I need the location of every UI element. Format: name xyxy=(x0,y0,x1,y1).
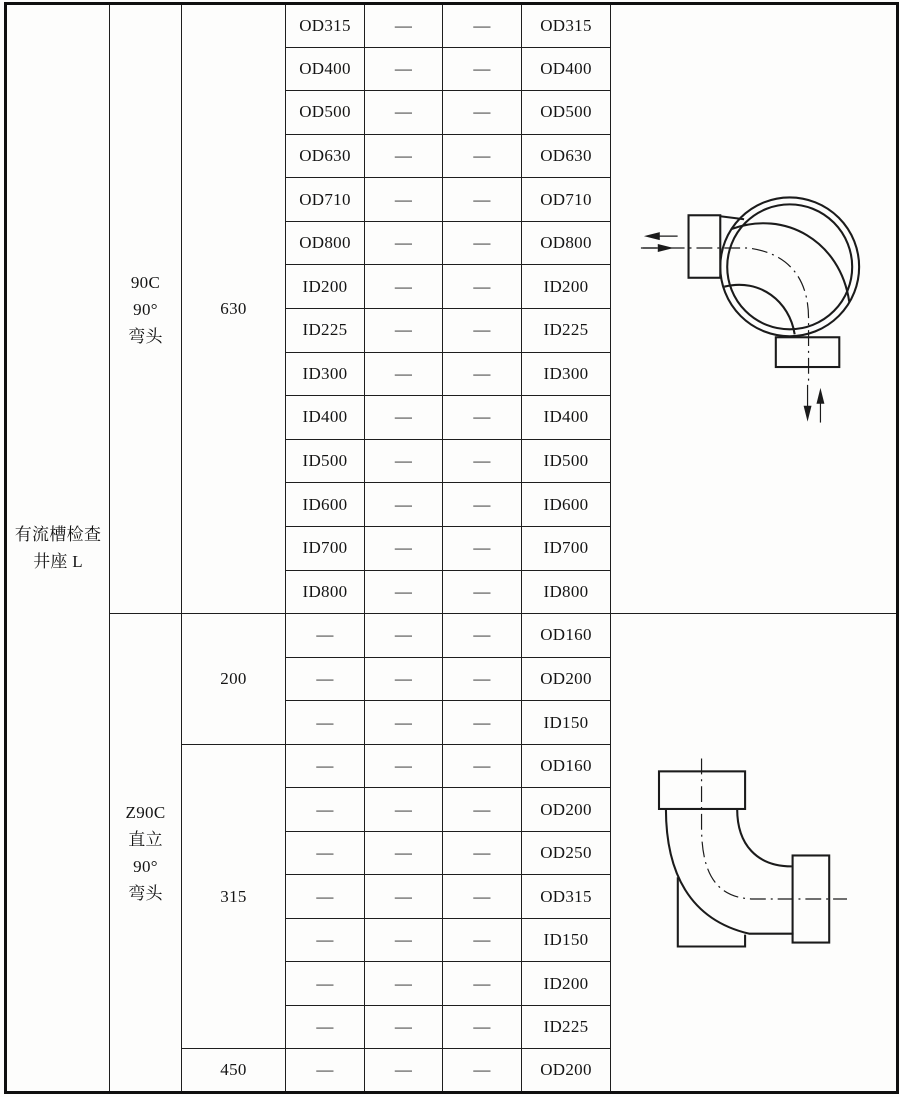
dash-cell: — xyxy=(365,352,443,396)
elbow-type-line: 90° xyxy=(133,856,158,876)
dash-cell: — xyxy=(443,1049,522,1093)
joint-size-cell: OD160 xyxy=(522,744,611,788)
dash-cell: — xyxy=(443,396,522,440)
table-row xyxy=(6,4,898,48)
joint-size-cell: OD400 xyxy=(522,47,611,91)
dash-cell: — xyxy=(443,875,522,919)
dash-cell: — xyxy=(365,91,443,135)
joint-size-cell: OD160 xyxy=(522,614,611,658)
dash-cell: — xyxy=(443,483,522,527)
joint-size-cell: ID150 xyxy=(522,701,611,745)
flow-in-arrow-head xyxy=(658,244,674,252)
elbow-type-line: 弯头 xyxy=(128,883,163,903)
dash-cell: — xyxy=(365,47,443,91)
dash-cell: — xyxy=(443,1005,522,1049)
dash-cell: — xyxy=(443,570,522,614)
well-seat-label-line: 井座 L xyxy=(33,552,83,571)
dash-cell: — xyxy=(286,875,365,919)
dash-cell: — xyxy=(365,657,443,701)
elbow-type-line: 直立 xyxy=(128,829,163,849)
joint-size-cell: OD200 xyxy=(522,788,611,832)
elbow-type-line: 弯头 xyxy=(128,326,163,346)
trunk-size-cell: 200 xyxy=(182,614,286,745)
dash-cell: — xyxy=(443,352,522,396)
elbow-type-line: 90C xyxy=(130,272,161,292)
dash-cell: — xyxy=(443,657,522,701)
joint-size-cell: ID300 xyxy=(522,352,611,396)
joint-size-cell: OD200 xyxy=(522,657,611,701)
main-size-cell: ID700 xyxy=(286,526,365,570)
joint-size-cell: ID150 xyxy=(522,918,611,962)
main-size-cell: ID800 xyxy=(286,570,365,614)
dash-cell: — xyxy=(365,918,443,962)
elbow-well-seat-top-view-drawing xyxy=(612,5,895,613)
dash-cell: — xyxy=(443,91,522,135)
main-size-cell: OD800 xyxy=(286,221,365,265)
joint-size-cell: ID200 xyxy=(522,265,611,309)
joint-size-cell: OD250 xyxy=(522,831,611,875)
flow-down-arrow-head xyxy=(804,406,812,422)
elbow-inner-contour xyxy=(737,809,791,866)
main-size-cell: ID225 xyxy=(286,309,365,353)
drawing-cell-top xyxy=(611,4,898,614)
dash-cell: — xyxy=(365,309,443,353)
dash-cell: — xyxy=(443,178,522,222)
main-size-cell: OD315 xyxy=(286,4,365,48)
joint-size-cell: ID700 xyxy=(522,526,611,570)
joint-size-cell: ID225 xyxy=(522,1005,611,1049)
joint-size-cell: OD200 xyxy=(522,1049,611,1093)
dash-cell: — xyxy=(286,1049,365,1093)
trunk-size-cell: 450 xyxy=(182,1049,286,1093)
dash-cell: — xyxy=(365,396,443,440)
joint-size-cell: OD500 xyxy=(522,91,611,135)
joint-size-cell: OD630 xyxy=(522,134,611,178)
dash-cell: — xyxy=(286,831,365,875)
dash-cell: — xyxy=(443,221,522,265)
dash-cell: — xyxy=(443,526,522,570)
elbow-type-line: Z90C xyxy=(125,802,166,822)
bottom-socket-rect xyxy=(776,337,839,367)
dash-cell: — xyxy=(365,570,443,614)
dash-cell: — xyxy=(443,962,522,1006)
dash-cell: — xyxy=(365,526,443,570)
dash-cell: — xyxy=(286,701,365,745)
dash-cell: — xyxy=(443,614,522,658)
dash-cell: — xyxy=(365,962,443,1006)
elbow-type-cell-z90c xyxy=(110,614,182,1093)
dash-cell: — xyxy=(365,483,443,527)
joint-size-cell: OD800 xyxy=(522,221,611,265)
dash-cell: — xyxy=(443,439,522,483)
main-size-cell: ID400 xyxy=(286,396,365,440)
dash-cell: — xyxy=(443,47,522,91)
main-size-cell: OD500 xyxy=(286,91,365,135)
trunk-size-cell: 630 xyxy=(182,4,286,614)
left-socket-rect xyxy=(689,215,721,277)
joint-size-cell: ID500 xyxy=(522,439,611,483)
dash-cell: — xyxy=(286,744,365,788)
dash-cell: — xyxy=(443,831,522,875)
table-row xyxy=(6,614,898,658)
joint-size-cell: ID800 xyxy=(522,570,611,614)
dash-cell: — xyxy=(365,134,443,178)
trunk-size-cell: 315 xyxy=(182,744,286,1049)
dash-cell: — xyxy=(443,134,522,178)
joint-size-cell: OD710 xyxy=(522,178,611,222)
dash-cell: — xyxy=(365,744,443,788)
dash-cell: — xyxy=(443,788,522,832)
dash-cell: — xyxy=(443,265,522,309)
fittings-table xyxy=(4,2,899,1094)
flow-up-arrow-head xyxy=(816,388,824,404)
dash-cell: — xyxy=(286,962,365,1006)
joint-size-cell: ID225 xyxy=(522,309,611,353)
main-size-cell: OD400 xyxy=(286,47,365,91)
main-size-cell: ID200 xyxy=(286,265,365,309)
dash-cell: — xyxy=(286,788,365,832)
dash-cell: — xyxy=(365,1049,443,1093)
dash-cell: — xyxy=(365,701,443,745)
dash-cell: — xyxy=(365,265,443,309)
dash-cell: — xyxy=(365,1005,443,1049)
dash-cell: — xyxy=(365,788,443,832)
dash-cell: — xyxy=(443,918,522,962)
dash-cell: — xyxy=(286,918,365,962)
elbow-outer-contour xyxy=(666,809,794,934)
joint-size-cell: ID400 xyxy=(522,396,611,440)
dash-cell: — xyxy=(286,1005,365,1049)
joint-size-cell: OD315 xyxy=(522,875,611,919)
vertical-elbow-side-view-drawing xyxy=(612,616,895,1090)
main-size-cell: OD710 xyxy=(286,178,365,222)
dash-cell: — xyxy=(286,657,365,701)
dash-cell: — xyxy=(365,875,443,919)
dash-cell: — xyxy=(365,831,443,875)
dash-cell: — xyxy=(365,221,443,265)
elbow-outer-curve xyxy=(731,223,849,301)
elbow-type-line: 90° xyxy=(133,299,158,319)
dash-cell: — xyxy=(365,439,443,483)
main-size-cell: OD630 xyxy=(286,134,365,178)
flow-out-arrow-head xyxy=(644,232,660,240)
elbow-heel-outline xyxy=(678,877,745,946)
main-size-cell: ID300 xyxy=(286,352,365,396)
dash-cell: — xyxy=(443,744,522,788)
joint-size-cell: ID600 xyxy=(522,483,611,527)
well-seat-label-line: 有流槽检查 xyxy=(14,525,102,544)
dash-cell: — xyxy=(443,701,522,745)
main-size-cell: ID500 xyxy=(286,439,365,483)
dash-cell: — xyxy=(365,4,443,48)
dash-cell: — xyxy=(365,614,443,658)
well-seat-label-cell xyxy=(6,4,110,1093)
joint-size-cell: ID200 xyxy=(522,962,611,1006)
drawing-cell-bottom xyxy=(611,614,898,1093)
dash-cell: — xyxy=(443,309,522,353)
dash-cell: — xyxy=(286,614,365,658)
elbow-type-cell-90c xyxy=(110,4,182,614)
main-size-cell: ID600 xyxy=(286,483,365,527)
dash-cell: — xyxy=(443,4,522,48)
joint-size-cell: OD315 xyxy=(522,4,611,48)
dash-cell: — xyxy=(365,178,443,222)
